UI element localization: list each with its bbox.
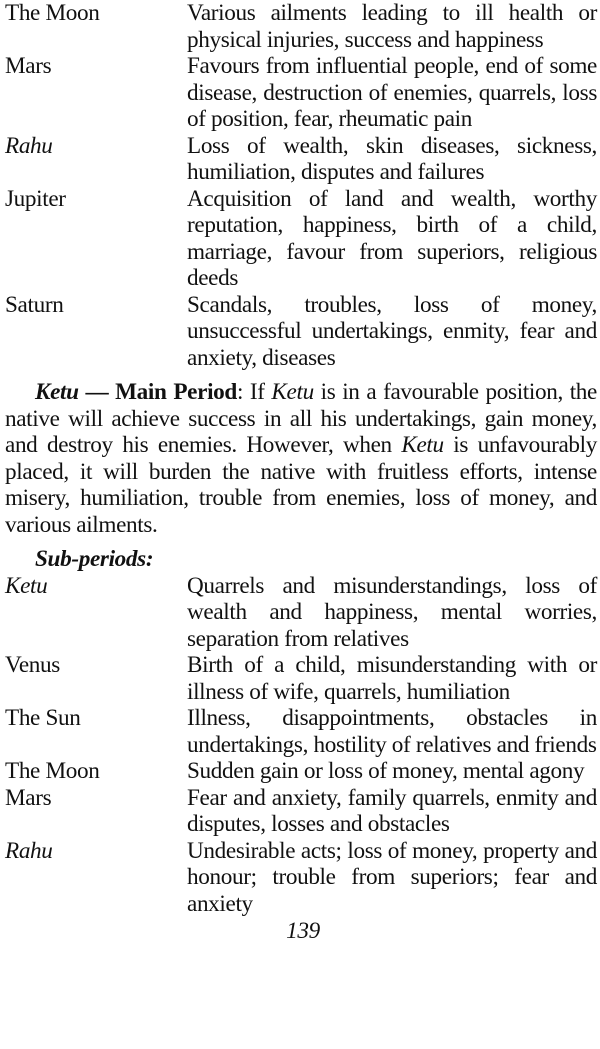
table-row [5,573,597,653]
planet-name: Rahu [5,837,53,864]
planet-name: Saturn [5,291,64,318]
planet-effect: Fear and anxiety, family quarrels, enmity and disputes, losses and obstacles [187,784,597,837]
planet-name: Venus [5,652,60,678]
planet-effect: Loss of wealth, skin diseases, sickness, humiliation, disputes and failures [187,132,597,185]
planet-name: Ketu [5,572,48,599]
table-row [5,186,597,292]
planet-effect: Illness, disappointments, obstacles in undertakings, hostility of relatives and friends [187,705,597,758]
planet-effect: Scandals, troubles, loss of money, unsuccessful undertakings, enmity, fear and anxiety, diseases [187,291,597,371]
planet-effect: Quarrels and misunderstandings, loss of wealth and happiness, mental worries, separation from relatives [187,572,597,652]
table-row [5,652,597,705]
planet-effect: Undesirable acts; loss of money, property and honour; trouble from superiors; fear and anxiety [187,837,597,917]
planet-name: The Moon [5,758,100,784]
planet-name: Jupiter [5,185,66,212]
sub-periods-heading: Sub-periods: [35,546,154,572]
paragraph-text: is unfavourably placed, it will burden the native with fruitless efforts, intense misery, humiliation, trouble from enemies, loss of money, and various ailments. [5,432,597,538]
planet-effect: Favours from influential people, end of some disease, destruction of enemies, quarrels, loss of position, fear, rheumatic pain [187,53,597,132]
ketu-italic: Ketu [401,432,444,458]
table-row [5,705,597,758]
planet-effect: Birth of a child, misunderstanding with or illness of wife, quarrels, humiliation [187,652,597,705]
planet-name: The Moon [5,0,100,26]
book-page [5,0,597,945]
paragraph-text: If [249,379,272,405]
table-row [5,838,597,918]
table-row [5,53,597,133]
planet-name: Mars [5,53,52,79]
ketu-italic: Ketu [271,379,314,405]
table-row [5,0,597,53]
sub-period-table-previous [5,0,597,371]
paragraph-text: is in a favourable position, the native will achieve success in all his undertakings, gain money, and destroy his enemies. However, when [5,379,597,458]
table-row [5,292,597,372]
planet-name: The Sun [5,705,81,731]
heading-colon: : [236,379,250,405]
planet-effect: Various ailments leading to ill health or physical injuries, success and happiness [187,0,597,53]
ketu-main-period-paragraph [5,379,597,538]
table-row [5,785,597,838]
table-row [5,758,597,785]
planet-name: Mars [5,784,52,811]
main-period-heading: — Main Period [78,379,237,405]
ketu-lead: Ketu [35,379,79,405]
page-number: 139 [286,918,320,944]
planet-effect: Acquisition of land and wealth, worthy reputation, happiness, birth of a child, marriage, favour from superiors, religious deeds [187,185,597,291]
sub-period-table-ketu [5,573,597,918]
table-row [5,133,597,186]
planet-effect: Sudden gain or loss of money, mental agony [187,758,585,784]
planet-name: Rahu [5,132,53,159]
